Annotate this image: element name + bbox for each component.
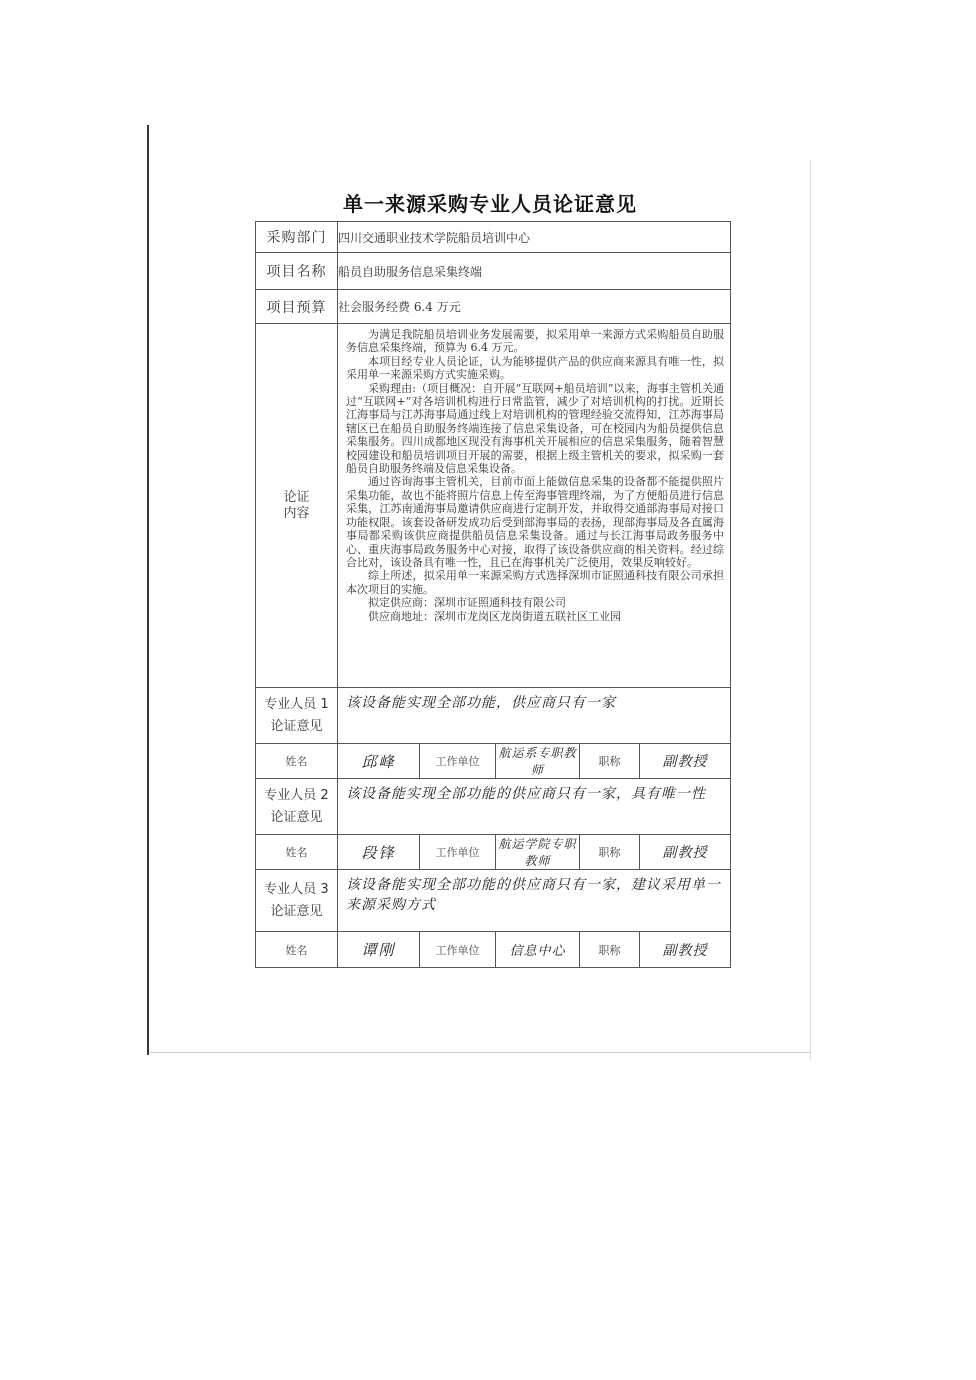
scan-edge-bottom [150, 1052, 810, 1053]
expert-1-title [640, 744, 731, 779]
expert-2-title-text: 副教授 [662, 845, 708, 861]
expert-1-unit-text: 航运系专职教师 [498, 746, 577, 777]
expert-1-name [338, 744, 420, 779]
expert-1-name-label: 姓名 [256, 744, 338, 779]
content-body [338, 324, 731, 688]
expert-2-label-line2: 论证意见 [270, 809, 323, 825]
expert-3-label-line1: 专业人员 3 [264, 881, 329, 897]
expert-1-label [256, 688, 338, 744]
content-paragraph: 采购理由:（项目概况：自开展“互联网+船员培训”以来，海事主管机关通过“互联网+”对各培训机构进行日常监管，减少了对培训机构的打扰。近期长江海事局与江苏海事局通过线上对培训机构的管理经验交流得知，江苏海事局辖区已在船员自助服务终端连接了信息采集设备，可在校园内为船员提供信息采集服务。四川成都地区现没有海事机关开展相应的信息采集服务，随着智慧校园建设和船员培训项目开展的需要，根据上级主管机关的要求，拟采购一套船员自助服务终端及信息采集设备。 [346, 381, 725, 476]
expert-3-opinion-row [256, 870, 731, 932]
content-paragraph: 供应商地址：深圳市龙岗区龙岗街道五联社区工业园 [368, 609, 621, 623]
expert-1-opinion-text: 该设备能实现全部功能，供应商只有一家 [346, 695, 616, 711]
expert-2-title-label: 职称 [580, 835, 640, 870]
expert-1-opinion-row [256, 688, 731, 744]
budget-label: 项目预算 [256, 290, 338, 324]
content-label [256, 324, 338, 688]
budget-value: 社会服务经费 6.4 万元 [338, 290, 731, 324]
expert-3-title-text: 副教授 [662, 942, 708, 959]
expert-1-opinion [338, 688, 731, 744]
expert-3-label [256, 870, 338, 932]
expert-2-unit-label: 工作单位 [420, 835, 496, 870]
argument-form [255, 221, 731, 968]
expert-2-name-label: 姓名 [256, 835, 338, 870]
content-paragraph: 拟定供应商：深圳市证照通科技有限公司 [368, 596, 566, 610]
expert-3-signature: 谭刚 [361, 941, 396, 959]
expert-2-label [256, 779, 338, 835]
expert-2-info-row [256, 835, 731, 870]
project-value: 船员自助服务信息采集终端 [338, 253, 731, 290]
expert-3-info-row [256, 932, 731, 968]
content-paragraph: 综上所述，拟采用单一来源采购方式选择深圳市证照通科技有限公司承担本次项目的实施。 [346, 569, 725, 596]
expert-1-label-line1: 专业人员 1 [264, 696, 329, 712]
scan-edge-left [147, 125, 149, 1055]
content-label-text: 论证 内容 [283, 489, 310, 521]
expert-3-title-label: 职称 [580, 932, 640, 968]
expert-2-signature: 段锋 [361, 843, 396, 862]
expert-2-title [640, 835, 731, 870]
budget-row [256, 290, 731, 324]
expert-2-opinion [338, 779, 731, 835]
expert-3-unit-label: 工作单位 [420, 932, 496, 968]
dept-row [256, 222, 731, 253]
expert-2-opinion-row [256, 779, 731, 835]
expert-1-unit-label: 工作单位 [420, 744, 496, 779]
expert-1-unit [496, 744, 580, 779]
document-title: 单一来源采购专业人员论证意见 [343, 192, 637, 216]
content-row [256, 324, 731, 688]
dept-value: 四川交通职业技术学院船员培训中心 [338, 222, 731, 253]
expert-3-unit [496, 932, 580, 968]
scan-edge-right [810, 160, 811, 1060]
dept-label: 采购部门 [256, 222, 338, 253]
content-paragraph: 通过咨询海事主管机关，目前市面上能做信息采集的设备都不能提供照片采集功能，故也不能将照片信息上传至海事管理终端，为了方便船员进行信息采集，江苏南通海事局邀请供应商进行定制开发，并取得交通部海事局对接口功能权限。该套设备研发成功后受到部海事局的表扬，现部海事局及各直属海事局都采购该供应商提供船员信息采集设备。通过与长江海事局政务服务中心、重庆海事局政务服务中心对接，取得了该设备供应商的相关资料。经过综合比对，该设备具有唯一性，且已在海事机关广泛使用，效果反响较好。 [346, 475, 725, 569]
content-paragraph: 本项目经专业人员论证，认为能够提供产品的供应商来源具有唯一性，拟采用单一来源采购方式实施采购。 [346, 354, 725, 382]
expert-2-unit-text: 航运学院专职教师 [498, 837, 577, 868]
project-label: 项目名称 [256, 253, 338, 290]
expert-3-name [338, 932, 420, 968]
project-row [256, 253, 731, 290]
content-paragraph: 为满足我院船员培训业务发展需要，拟采用单一来源方式采购船员自助服务信息采集终端，预算为 6.4 万元。 [346, 328, 725, 355]
expert-1-title-label: 职称 [580, 744, 640, 779]
expert-1-title-text: 副教授 [662, 754, 708, 770]
expert-3-label-line2: 论证意见 [270, 903, 323, 919]
expert-3-name-label: 姓名 [256, 932, 338, 968]
expert-1-info-row [256, 744, 731, 779]
expert-2-label-line1: 专业人员 2 [264, 787, 329, 803]
expert-1-label-line2: 论证意见 [270, 718, 323, 734]
expert-1-signature: 邱峰 [361, 752, 396, 771]
expert-3-unit-text: 信息中心 [509, 944, 566, 959]
expert-3-opinion-text: 该设备能实现全部功能的供应商只有一家，建议采用单一来源采购方式 [346, 877, 721, 913]
expert-2-name [338, 835, 420, 870]
expert-2-opinion-text: 该设备能实现全部功能的供应商只有一家，具有唯一性 [346, 786, 706, 802]
expert-3-title [640, 932, 731, 968]
expert-2-unit [496, 835, 580, 870]
expert-3-opinion [338, 870, 731, 932]
